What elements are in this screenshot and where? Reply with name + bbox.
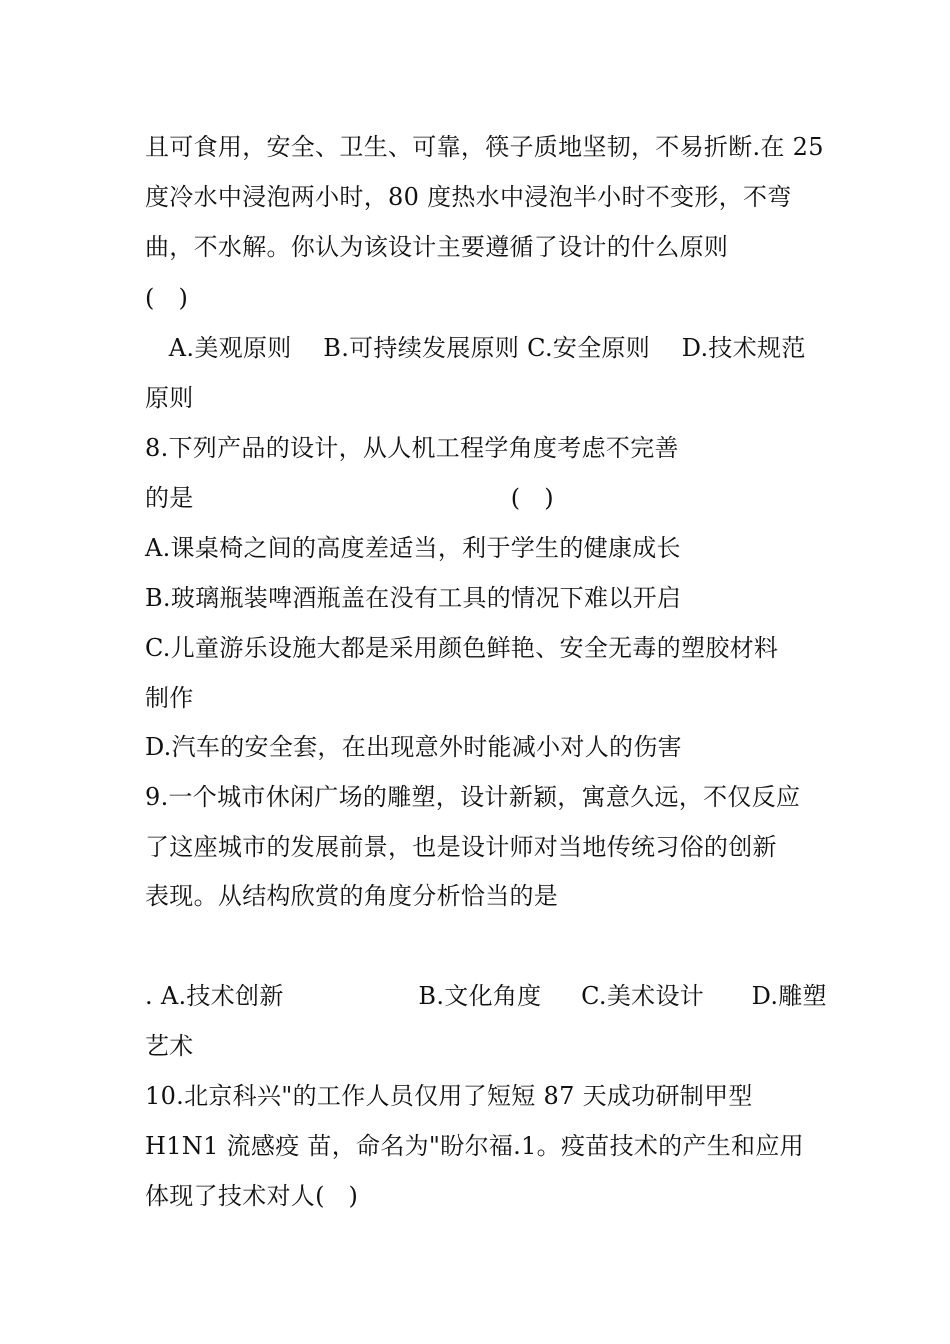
text-line: 度冷水中浸泡两小时，80 度热水中浸泡半小时不变形，不弯	[145, 183, 792, 211]
question-9-options: . A.技术创新 B.文化角度 C.美术设计 D.雕塑	[145, 982, 827, 1010]
question-10-stem: 10.北京科兴"的工作人员仅用了短短 87 天成功研制甲型	[145, 1082, 753, 1110]
text-line: 制作	[145, 684, 194, 712]
option-c: C.儿童游乐设施大都是采用颜色鲜艳、安全无毒的塑胶材料	[145, 634, 779, 662]
text-line: 表现。从结构欣赏的角度分析恰当的是	[145, 882, 559, 910]
question-8-stem: 8.下列产品的设计，从人机工程学角度考虑不完善	[145, 434, 679, 462]
text-line: 曲，不水解。你认为该设计主要遵循了设计的什么原则	[145, 233, 729, 261]
text-line: 了这座城市的发展前景，也是设计师对当地传统习俗的创新	[145, 833, 777, 861]
text-line: 艺术	[145, 1032, 194, 1060]
text-line: H1N1 流感疫 苗，命名为"盼尔福.1。疫苗技术的产生和应用	[145, 1132, 804, 1160]
text-line: ( )	[145, 284, 189, 312]
question-9-stem: 9.一个城市休闲广场的雕塑，设计新颖，寓意久远，不仅反应	[145, 783, 801, 811]
text-line: 原则	[145, 384, 194, 412]
text-line: 且可食用，安全、卫生、可靠，筷子质地坚韧，不易折断.在 25	[145, 133, 824, 161]
text-line: 体现了技术对人( )	[145, 1182, 359, 1210]
text-line: 的是 ( )	[145, 484, 554, 512]
text-line: A.美观原则 B.可持续发展原则 C.安全原则 D.技术规范	[145, 334, 806, 362]
option-a: A.课桌椅之间的高度差适当，利于学生的健康成长	[145, 534, 681, 562]
option-d: D.汽车的安全套，在出现意外时能减小对人的伤害	[145, 733, 682, 761]
option-b: B.玻璃瓶装啤酒瓶盖在没有工具的情况下难以开启	[145, 584, 682, 612]
